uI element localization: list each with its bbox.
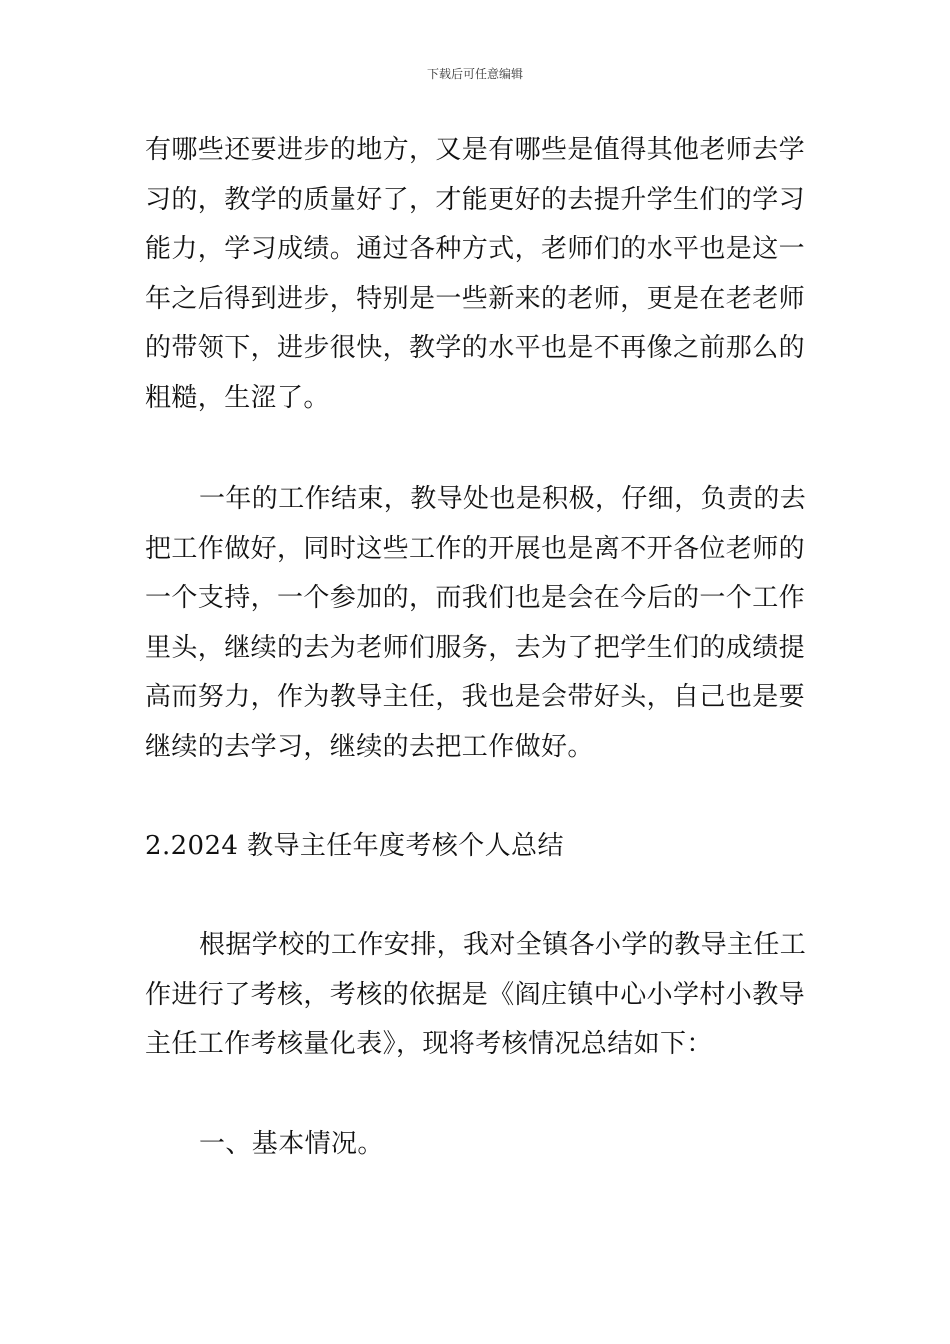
- paragraph-line: 继续的去学习，继续的去把工作做好。: [145, 731, 594, 762]
- subheading-text: 一、基本情况。: [199, 1129, 384, 1159]
- paragraph-line: 的带领下，进步很快，教学的水平也是不再像之前那么的: [145, 333, 806, 363]
- paragraph-2: [145, 475, 815, 772]
- paragraph-line: 习的，教学的质量好了，才能更好的去提升学生们的学习: [145, 184, 806, 215]
- paragraph-line: 年之后得到进步，特别是一些新来的老师，更是在老老师: [145, 283, 806, 314]
- paragraph-line: 一年的工作结束，教导处也是积极，仔细，负责的去: [199, 484, 807, 514]
- page-header: 下载后可任意编辑: [426, 67, 523, 81]
- paragraph-line: 作进行了考核，考核的依据是《阎庄镇中心小学村小教导: [145, 979, 806, 1010]
- paragraph-1: [145, 126, 815, 423]
- paragraph-line: 有哪些还要进步的地方，又是有哪些是值得其他老师去学: [145, 135, 806, 165]
- paragraph-line: 里头，继续的去为老师们服务，去为了把学生们的成绩提: [145, 632, 806, 663]
- paragraph-line: 粗糙，生涩了。: [145, 382, 330, 413]
- paragraph-line: 把工作做好，同时这些工作的开展也是离不开各位老师的: [145, 533, 806, 564]
- subheading: [145, 1120, 815, 1170]
- paragraph-line: 能力，学习成绩。通过各种方式，老师们的水平也是这一: [145, 234, 806, 264]
- paragraph-line: 高而努力，作为教导主任，我也是会带好头，自己也是要: [145, 682, 806, 712]
- section-heading: [145, 822, 815, 872]
- paragraph-3: [145, 921, 815, 1070]
- section-heading-text: 2.2024 教导主任年度考核个人总结: [145, 831, 564, 861]
- paragraph-line: 一个支持，一个参加的，而我们也是会在今后的一个工作: [145, 583, 806, 613]
- paragraph-line: 根据学校的工作安排，我对全镇各小学的教导主任工: [199, 930, 807, 960]
- paragraph-line: 主任工作考核量化表》，现将考核情况总结如下：: [145, 1029, 713, 1059]
